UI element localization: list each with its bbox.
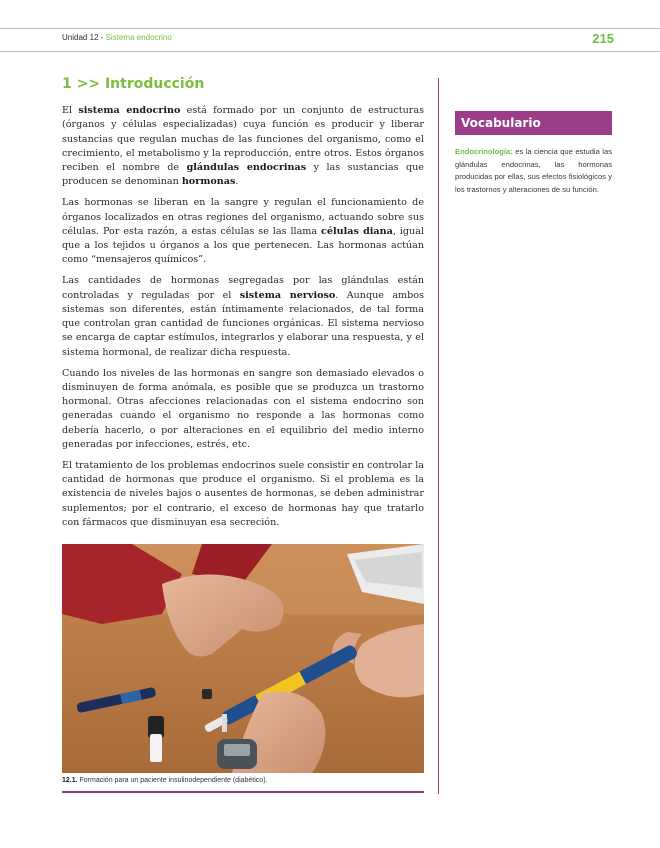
caption-rule <box>62 791 424 793</box>
text: . Aunque ambos sistemas son diferentes, están íntimamente relacionados, de tal forma que controlan gran cantidad de funciones orgánicas. El sistema nervioso se encarga de captar estímulos, integrarlos y elaborar una respuesta, y el sistema hormonal, de realizar dicha respuesta. <box>62 289 424 358</box>
text: Cuando los niveles de las hormonas en sangre son demasiado elevados o disminuyen de forma anómala, es posible que se produzca un trastorno hormonal. Otras afecciones relacionadas con el sistema endocrino son generadas cuando el organismo no responde a las hormonas como debería hacerlo, o por alteraciones en el equilibrio del medio interno generadas por infecciones, estrés, etc. <box>62 367 424 451</box>
paragraph-2 <box>62 196 424 267</box>
page-header <box>0 28 660 52</box>
paragraph-3 <box>62 274 424 360</box>
paragraph-1 <box>62 104 424 190</box>
text: , igual que a los tejidos u órganos a los que pertenecen. Las hormonas actúan como “mensajeros químicos”. <box>62 225 425 266</box>
term-bold: glándulas endocrinas <box>186 162 307 174</box>
paragraph-5 <box>62 459 424 530</box>
vocabulary-definition <box>455 146 612 196</box>
paragraph-4 <box>62 367 424 453</box>
text: Las hormonas se liberan en la sangre y regulan el funcionamiento de órganos localizados en otras regiones del organismo, actuando sobre sus células. Por esta razón, a estas células se las llama <box>62 197 424 237</box>
term-bold: sistema endocrino <box>78 105 181 116</box>
header-separator: - <box>98 33 106 42</box>
text: y las sustancias que producen se denominan <box>62 162 424 188</box>
text: El tratamiento de los problemas endocrinos suele consistir en controlar la cantidad de hormonas que produce el organismo. Si el problema es la existencia de niveles bajos o ausentes de hormonas, se deben administrar suplementos; por el contrario, el exceso de hormonas hay que tratarlo con fármacos que disminuyan esa secreción. <box>62 459 424 529</box>
column-divider <box>438 78 439 794</box>
definition-text: es la ciencia que estudia las glándulas endocrinas, las hormonas producidas por ellas, sus efectos fisiológicos y los trastornos y alteraciones de su función. <box>455 147 612 194</box>
text: . <box>235 176 239 188</box>
unit-subtitle: Sistema endocrino <box>105 33 172 42</box>
vocabulary-term: Endocrinología: <box>455 147 513 156</box>
insulin-training-photo <box>62 544 424 773</box>
text: está formado por un conjunto de estructuras (órganos y células especializadas) cuya función es producir y liberar sustancias que regulan muchas de las funciones del organismo, como el crecimiento, el metabolismo y la reproducción, entre otros. Estos órganos reciben el nombre de <box>62 105 425 174</box>
page-number: 215 <box>592 31 614 46</box>
unit-label: Unidad 12 <box>62 33 99 42</box>
figure-caption <box>62 777 267 784</box>
photo-illustration <box>62 544 424 773</box>
term-bold: células diana <box>321 225 393 237</box>
caption-text: Formación para un paciente insulinodependiente (diabético). <box>77 777 268 784</box>
section-title: 1 >> Introducción <box>62 76 205 92</box>
term-bold: sistema nervioso <box>239 289 336 301</box>
term-bold: hormonas <box>181 176 236 188</box>
figure-number: 12.1. <box>62 777 78 784</box>
text: Las cantidades de hormonas segregadas por las glándulas están controladas y reguladas por el <box>62 275 424 301</box>
main-text <box>62 104 424 537</box>
header-unit <box>62 33 172 42</box>
vocabulary-title: Vocabulario <box>455 111 612 135</box>
text: El <box>62 105 79 116</box>
